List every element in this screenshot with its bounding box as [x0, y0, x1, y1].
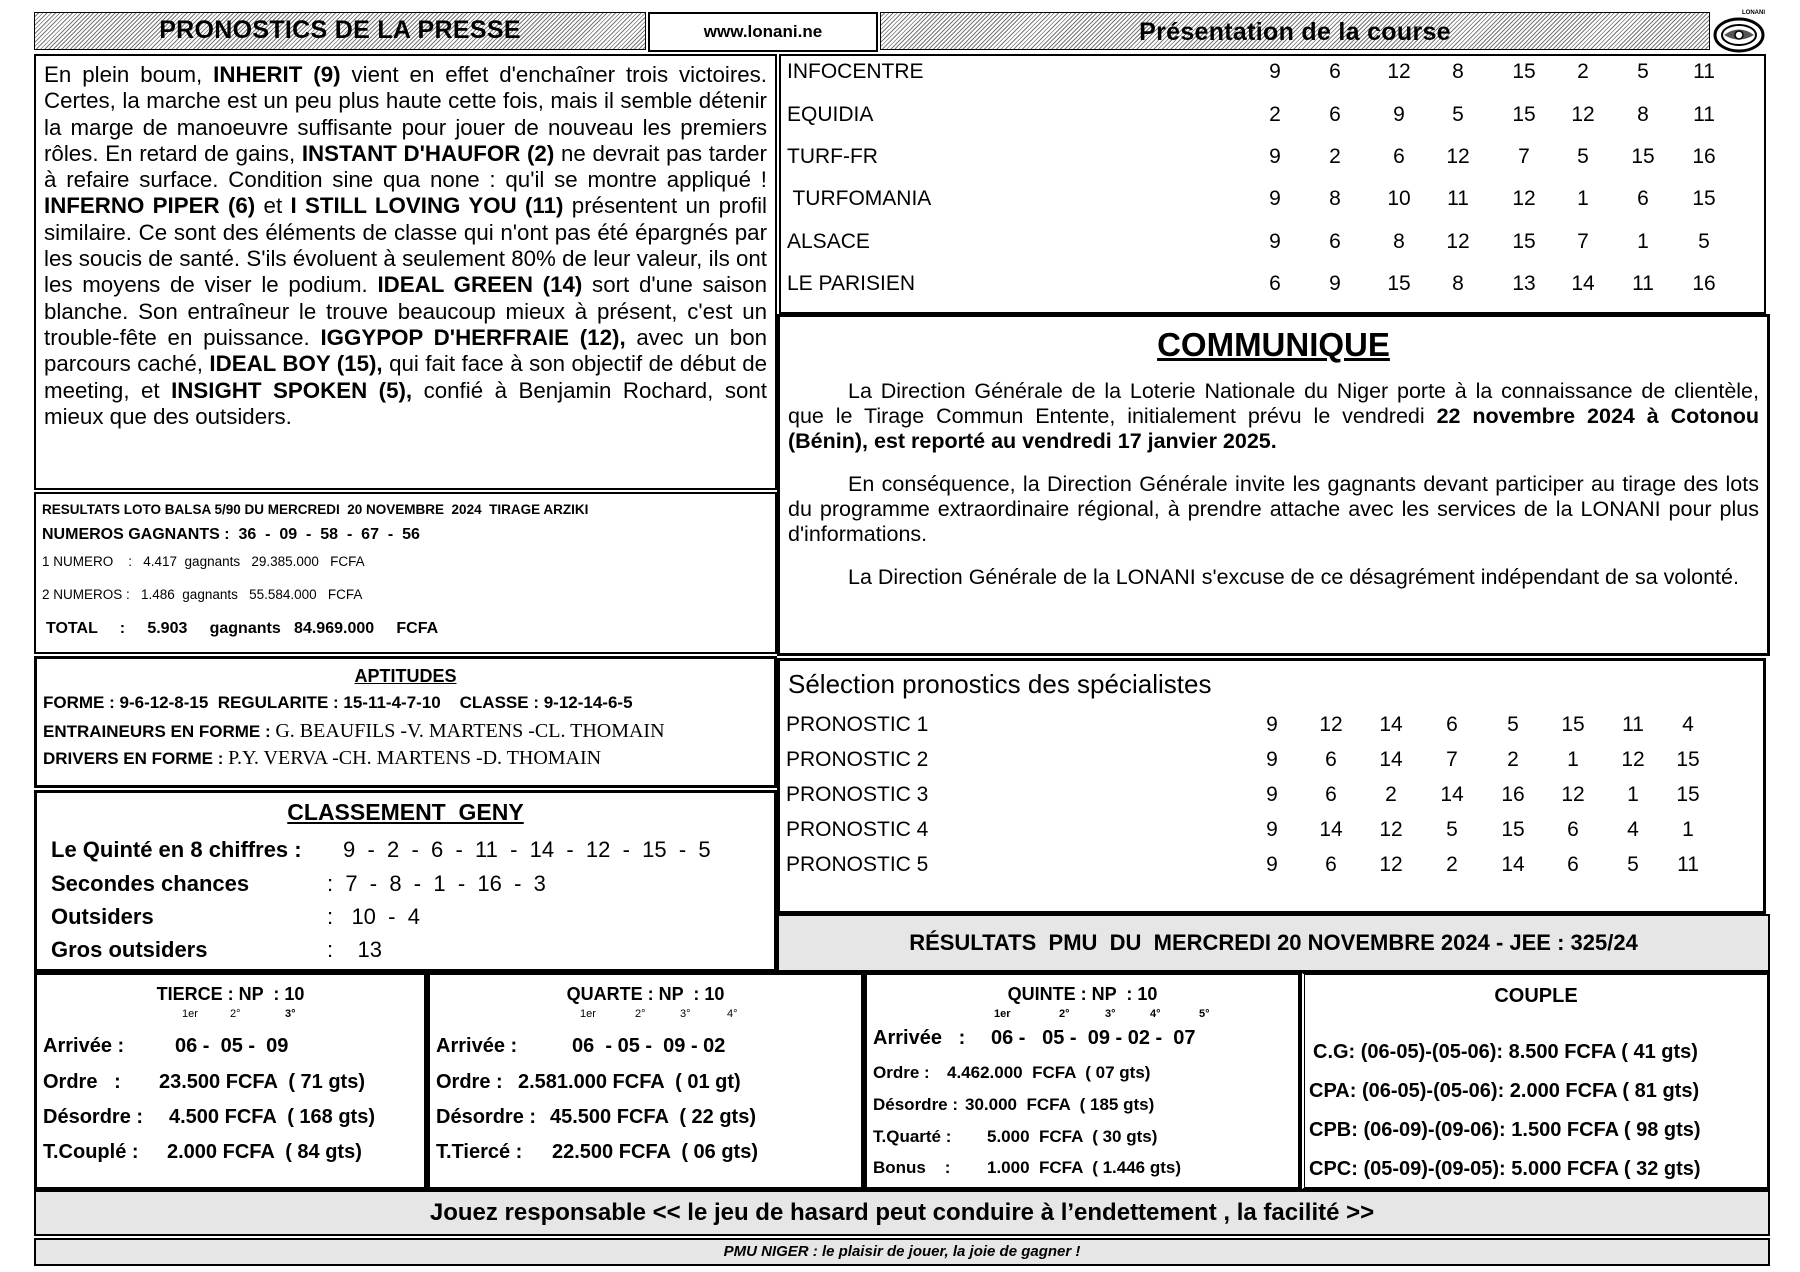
pronostic-number: 9 — [1266, 783, 1278, 806]
press-number: 9 — [1269, 60, 1281, 83]
geny-title: CLASSEMENT GENY — [287, 799, 524, 825]
quinte-arrivee-label: Arrivée : — [873, 1027, 966, 1049]
pronostic-number: 14 — [1440, 783, 1464, 806]
press-number: 9 — [1269, 187, 1281, 210]
press-source-name: LE PARISIEN — [787, 272, 915, 295]
press-number: 2 — [1269, 103, 1281, 126]
quinte-rank-4: 4° — [1150, 1008, 1161, 1020]
pronostic-number: 6 — [1567, 818, 1579, 841]
pronostic-number: 2 — [1385, 783, 1397, 806]
aptitudes-title: APTITUDES — [354, 666, 457, 686]
pronostic-number: 6 — [1446, 713, 1458, 736]
pronostic-number: 2 — [1507, 748, 1519, 771]
quinte-title: QUINTE : NP : 10 — [1007, 984, 1158, 1004]
geny-row-value: : 7 - 8 - 1 - 16 - 3 — [327, 871, 546, 896]
horse-i-still-loving-you: I STILL LOVING YOU (11) — [290, 193, 564, 219]
pronostic-number: 15 — [1676, 748, 1700, 771]
horse-insight-spoken: INSIGHT SPOKEN (5), — [171, 377, 413, 403]
press-number: 12 — [1512, 187, 1536, 210]
press-number: 9 — [1269, 230, 1281, 253]
pronostic-number: 4 — [1682, 713, 1694, 736]
slogan-text: PMU NIGER : le plaisir de jouer, la joie de gagner ! — [723, 1243, 1081, 1260]
pronostic-number: 1 — [1627, 783, 1639, 806]
press-number: 15 — [1512, 60, 1536, 83]
press-source-name: TURF-FR — [787, 145, 878, 168]
quinte-rank-2: 2° — [1059, 1008, 1070, 1020]
pronostic-number: 16 — [1501, 783, 1525, 806]
horse-inherit: INHERIT (9) — [213, 62, 341, 87]
press-number: 2 — [1329, 145, 1341, 168]
press-text-3: ne devrait pas tarder à refaire surface. Condition sine qua none : qu'il se montre appliqué ! — [44, 140, 767, 193]
press-number: 12 — [1387, 60, 1411, 83]
geny-row-label: Outsiders — [51, 904, 154, 929]
press-number: 16 — [1692, 272, 1716, 295]
couple-cpa: CPA: (06-05)-(05-06): 2.000 FCFA ( 81 gts) — [1309, 1080, 1700, 1102]
press-source-name: TURFOMANIA — [787, 187, 932, 210]
horse-ideal-boy: IDEAL BOY (15), — [209, 351, 383, 377]
press-number: 8 — [1452, 60, 1464, 83]
press-number: 6 — [1393, 145, 1405, 168]
quarte-rank-3: 3° — [680, 1008, 691, 1020]
quarte-ordre-label: Ordre : — [436, 1071, 503, 1093]
quarte-arrivee-value: 06 - 05 - 09 - 02 — [572, 1035, 726, 1057]
quinte-rank-1: 1er — [994, 1008, 1011, 1020]
press-text-4: et — [255, 193, 291, 219]
press-number: 12 — [1446, 230, 1470, 253]
pronostic-number: 14 — [1501, 853, 1525, 876]
quinte-tquarte-value: 5.000 FCFA ( 30 gts) — [987, 1127, 1158, 1146]
horse-ideal-green: IDEAL GREEN (14) — [377, 272, 583, 298]
geny-row-value: : 13 — [327, 937, 383, 962]
quinte-desordre-label: Désordre : — [873, 1095, 959, 1114]
lonani-logo-icon — [1712, 10, 1766, 54]
pronostic-number: 9 — [1266, 748, 1278, 771]
classe-value: 9-12-14-6-5 — [543, 693, 633, 712]
pronostic-number: 5 — [1627, 853, 1639, 876]
press-text-box — [34, 54, 777, 490]
press-number: 5 — [1637, 60, 1649, 83]
press-text-5: présentent un profil similaire. Ce sont des éléments de classe qui n'ont pas été épargnés par les soucis de santé. S'ils évoluent à seulement 80% de leur valeur, ils ont les moyens de viser le podium. — [44, 193, 767, 298]
loto-results-box — [34, 492, 777, 654]
pronostic-number: 15 — [1561, 713, 1585, 736]
press-number: 11 — [1693, 103, 1715, 126]
press-text-2: vient en effet d'enchaîner trois victoires. Certes, la marche est un peu plus haute cette fois, mais il semble détenir la marge de manoeuvre suffisante pour jouer de nouveau les premiers rôles. En retard de gains, — [44, 62, 767, 166]
tierce-ordre-value: 23.500 FCFA ( 71 gts) — [159, 1071, 365, 1093]
press-number: 2 — [1577, 60, 1589, 83]
pronostic-number: 14 — [1319, 818, 1343, 841]
press-number: 6 — [1637, 187, 1649, 210]
quarte-rank-2: 2° — [635, 1008, 646, 1020]
pronostic-number: 12 — [1379, 818, 1403, 841]
press-number: 8 — [1637, 103, 1649, 126]
quinte-ordre-value: 4.462.000 FCFA ( 07 gts) — [947, 1063, 1151, 1082]
lonani-logo-text: LONANI — [1742, 10, 1765, 16]
press-number: 9 — [1269, 145, 1281, 168]
press-number: 16 — [1692, 145, 1716, 168]
press-number: 7 — [1577, 230, 1589, 253]
tierce-tcouple-label: T.Couplé : — [43, 1141, 139, 1163]
quarte-ordre-value: 2.581.000 FCFA ( 01 gt) — [518, 1071, 741, 1093]
press-number: 5 — [1452, 103, 1464, 126]
quinte-ordre-label: Ordre : — [873, 1063, 930, 1082]
regularite-value: 15-11-4-7-10 — [343, 693, 441, 712]
pronostic-number: 6 — [1325, 853, 1337, 876]
press-number: 8 — [1329, 187, 1341, 210]
quinte-bonus-label: Bonus : — [873, 1158, 951, 1177]
drivers-label: DRIVERS EN FORME : — [43, 749, 229, 768]
pronostic-number: 9 — [1266, 713, 1278, 736]
press-number: 6 — [1269, 272, 1281, 295]
geny-box — [34, 790, 777, 972]
press-text-8: qui fait face à son objectif de début de meeting, et — [44, 351, 767, 403]
specialists-title: Sélection pronostics des spécialistes — [788, 669, 1212, 699]
press-number: 5 — [1577, 145, 1589, 168]
tierce-rank-3: 3° — [285, 1008, 296, 1020]
horse-inferno-piper: INFERNO PIPER (6) — [44, 193, 256, 219]
press-predictions-table — [779, 54, 1766, 314]
course-header-title: Présentation de la course — [1139, 18, 1451, 46]
press-number: 6 — [1329, 60, 1341, 83]
tierce-desordre-value: 4.500 FCFA ( 168 gts) — [169, 1106, 375, 1128]
press-number: 11 — [1632, 272, 1654, 295]
pronostic-name: PRONOSTIC 3 — [786, 783, 929, 806]
press-number: 11 — [1693, 60, 1715, 83]
pronostic-number: 12 — [1319, 713, 1343, 736]
couple-cpb: CPB: (06-09)-(09-06): 1.500 FCFA ( 98 gts) — [1309, 1119, 1701, 1141]
classe-label: CLASSE : — [459, 693, 544, 712]
pronostic-number: 6 — [1567, 853, 1579, 876]
press-number: 15 — [1387, 272, 1411, 295]
couple-title: COUPLE — [1494, 985, 1578, 1007]
communique-paragraph-3: La Direction Générale de la LONANI s'excuse de ce désagrément indépendant de sa volonté. — [848, 565, 1739, 589]
pronostic-number: 12 — [1379, 853, 1403, 876]
press-text-9: confié à Benjamin Rochard, sont mieux que des outsiders. — [44, 377, 767, 429]
tierce-desordre-label: Désordre : — [43, 1106, 144, 1128]
pronostic-number: 11 — [1622, 713, 1644, 736]
entraineurs-label: ENTRAINEURS EN FORME : — [43, 722, 276, 741]
communique-paragraph-2: En conséquence, la Direction Générale invite les gagnants devant participer au tirage des lots du programme extraordinaire régional, à prendre attache avec les services de la LONANI pour plus d'informations. — [788, 472, 1759, 546]
loto-title: RESULTATS LOTO BALSA 5/90 DU MERCREDI 20 NOVEMBRE 2024 TIRAGE ARZIKI — [42, 502, 589, 517]
communique-p1-bold: 22 novembre 2024 à Cotonou (Bénin), est reporté au vendredi 17 janvier 2025. — [788, 404, 1759, 453]
press-number: 1 — [1637, 230, 1649, 253]
pronostic-name: PRONOSTIC 4 — [786, 818, 929, 841]
aptitudes-line-2 — [43, 720, 665, 743]
loto-winning-numbers: NUMEROS GAGNANTS : 36 - 09 - 58 - 67 - 56 — [42, 526, 420, 543]
quarte-box — [427, 972, 864, 1190]
pmu-results-title-bar — [777, 914, 1770, 972]
quarte-title: QUARTE : NP : 10 — [566, 984, 725, 1004]
press-paragraph — [44, 62, 767, 430]
pronostic-number: 7 — [1446, 748, 1458, 771]
pronostic-number: 9 — [1266, 818, 1278, 841]
press-number: 15 — [1512, 230, 1536, 253]
pronostic-number: 14 — [1379, 748, 1403, 771]
quarte-rank-4: 4° — [727, 1008, 738, 1020]
pronostic-number: 2 — [1446, 853, 1458, 876]
pronostic-number: 15 — [1676, 783, 1700, 806]
lonani-logo — [1712, 10, 1766, 54]
pronostic-number: 9 — [1266, 853, 1278, 876]
pronostic-number: 12 — [1621, 748, 1645, 771]
pronostic-number: 6 — [1325, 748, 1337, 771]
quinte-tquarte-label: T.Quarté : — [873, 1127, 952, 1146]
geny-row-value: 9 - 2 - 6 - 11 - 14 - 12 - 15 - 5 — [343, 837, 711, 862]
press-number: 10 — [1387, 187, 1411, 210]
pronostic-number: 12 — [1561, 783, 1585, 806]
press-source-name: EQUIDIA — [787, 103, 874, 126]
press-number: 15 — [1631, 145, 1655, 168]
couple-cpc: CPC: (05-09)-(09-05): 5.000 FCFA ( 32 gts) — [1309, 1158, 1701, 1180]
aptitudes-line-1 — [43, 693, 633, 713]
press-text-1: En plein boum, — [44, 62, 214, 87]
press-number: 6 — [1329, 230, 1341, 253]
geny-row-label: Gros outsiders — [51, 937, 208, 962]
quinte-bonus-value: 1.000 FCFA ( 1.446 gts) — [987, 1158, 1181, 1177]
forme-label: FORME : — [43, 693, 120, 712]
geny-row-label: Secondes chances — [51, 871, 250, 896]
loto-total: TOTAL : 5.903 gagnants 84.969.000 FCFA — [46, 620, 439, 637]
tierce-tcouple-value: 2.000 FCFA ( 84 gts) — [167, 1141, 362, 1163]
drivers-value: P.Y. VERVA -CH. MARTENS -D. THOMAIN — [228, 747, 602, 769]
press-number: 15 — [1512, 103, 1536, 126]
pronostic-name: PRONOSTIC 2 — [786, 748, 929, 771]
geny-row-label: Le Quinté en 8 chiffres : — [51, 837, 302, 862]
loto-line-2: 2 NUMEROS : 1.486 gagnants 55.584.000 FCFA — [42, 587, 363, 602]
quinte-desordre-value: 30.000 FCFA ( 185 gts) — [965, 1095, 1155, 1114]
website-link[interactable]: www.lonani.ne — [648, 12, 878, 52]
tierce-box — [34, 972, 427, 1190]
pronostic-name: PRONOSTIC 1 — [786, 713, 929, 736]
pronostic-number: 6 — [1325, 783, 1337, 806]
press-text-7: avec un bon parcours caché, — [44, 324, 768, 377]
pronostic-number: 5 — [1507, 713, 1519, 736]
horse-instant-dhaufor: INSTANT D'HAUFOR (2) — [301, 140, 555, 166]
press-number: 8 — [1452, 272, 1464, 295]
entraineurs-value: G. BEAUFILS -V. MARTENS -CL. THOMAIN — [275, 720, 665, 742]
specialists-box — [777, 658, 1766, 914]
tierce-rank-1: 1er — [182, 1008, 198, 1020]
responsible-gaming-text: Jouez responsable << le jeu de hasard peut conduire à l’endettement , la facilité >> — [429, 1199, 1375, 1226]
press-number: 15 — [1692, 187, 1716, 210]
pmu-results-title: RÉSULTATS PMU DU MERCREDI 20 NOVEMBRE 2024 - JEE : 325/24 — [909, 930, 1638, 955]
press-header-title: PRONOSTICS DE LA PRESSE — [159, 16, 521, 44]
press-number: 11 — [1447, 187, 1469, 210]
pronostic-number: 14 — [1379, 713, 1403, 736]
quarte-desordre-value: 45.500 FCFA ( 22 gts) — [550, 1106, 756, 1128]
horse-iggypop: IGGYPOP D'HERFRAIE (12), — [320, 324, 626, 350]
tierce-title: TIERCE : NP : 10 — [156, 984, 305, 1004]
press-text-6: sort d'une saison blanche. Son entraîneur le trouve beaucoup mieux à présent, c'est un trouble-fête en puissance. — [44, 272, 767, 350]
press-number: 12 — [1446, 145, 1470, 168]
quarte-desordre-label: Désordre : — [436, 1106, 537, 1128]
communique-p1-text: La Direction Générale de la Loterie Nationale du Niger porte à la connaissance de clientèle, que le Tirage Commun Entente, initialement prévu le vendredi — [788, 379, 1759, 428]
loto-line-1: 1 NUMERO : 4.417 gagnants 29.385.000 FCFA — [42, 554, 365, 569]
communique-paragraph-1 — [788, 379, 1759, 454]
pronostic-number: 1 — [1682, 818, 1694, 841]
quinte-rank-3: 3° — [1105, 1008, 1116, 1020]
quarte-arrivee-label: Arrivée : — [436, 1035, 518, 1057]
pronostic-number: 4 — [1627, 818, 1639, 841]
aptitudes-box — [34, 656, 777, 788]
quarte-ttierce-label: T.Tiercé : — [436, 1141, 523, 1163]
responsible-gaming-bar — [34, 1190, 1770, 1236]
press-number: 12 — [1571, 103, 1595, 126]
geny-row-value: : 10 - 4 — [327, 904, 420, 929]
press-number: 1 — [1577, 187, 1589, 210]
pronostic-name: PRONOSTIC 5 — [786, 853, 929, 876]
press-number: 5 — [1698, 230, 1710, 253]
press-number: 14 — [1571, 272, 1595, 295]
press-number: 7 — [1518, 145, 1530, 168]
communique-box — [777, 314, 1770, 656]
quinte-arrivee-value: 06 - 05 - 09 - 02 - 07 — [991, 1027, 1196, 1049]
slogan-bar — [34, 1238, 1770, 1266]
press-number: 6 — [1329, 103, 1341, 126]
pronostic-number: 1 — [1567, 748, 1579, 771]
communique-title: COMMUNIQUE — [1157, 326, 1390, 363]
press-number: 9 — [1393, 103, 1405, 126]
forme-value: 9-6-12-8-15 — [119, 693, 209, 712]
press-number: 8 — [1393, 230, 1405, 253]
press-source-name: ALSACE — [787, 230, 870, 253]
couple-cg: C.G: (06-05)-(05-06): 8.500 FCFA ( 41 gts) — [1313, 1041, 1698, 1063]
quinte-rank-5: 5° — [1199, 1008, 1210, 1020]
press-number: 13 — [1512, 272, 1536, 295]
couple-box — [1301, 972, 1770, 1190]
quarte-rank-1: 1er — [580, 1008, 596, 1020]
tierce-ordre-label: Ordre : — [43, 1071, 121, 1093]
quinte-box — [864, 972, 1301, 1190]
pronostic-number: 15 — [1501, 818, 1525, 841]
tierce-rank-2: 2° — [230, 1008, 241, 1020]
aptitudes-line-3 — [43, 747, 601, 770]
tierce-arrivee-value: 06 - 05 - 09 — [175, 1035, 289, 1057]
pronostic-number: 5 — [1446, 818, 1458, 841]
quarte-ttierce-value: 22.500 FCFA ( 06 gts) — [552, 1141, 758, 1163]
regularite-label: REGULARITE : — [217, 693, 344, 712]
press-number: 9 — [1329, 272, 1341, 295]
tierce-arrivee-label: Arrivée : — [43, 1035, 125, 1057]
pronostic-number: 11 — [1677, 853, 1699, 876]
press-source-name: INFOCENTRE — [787, 60, 924, 83]
